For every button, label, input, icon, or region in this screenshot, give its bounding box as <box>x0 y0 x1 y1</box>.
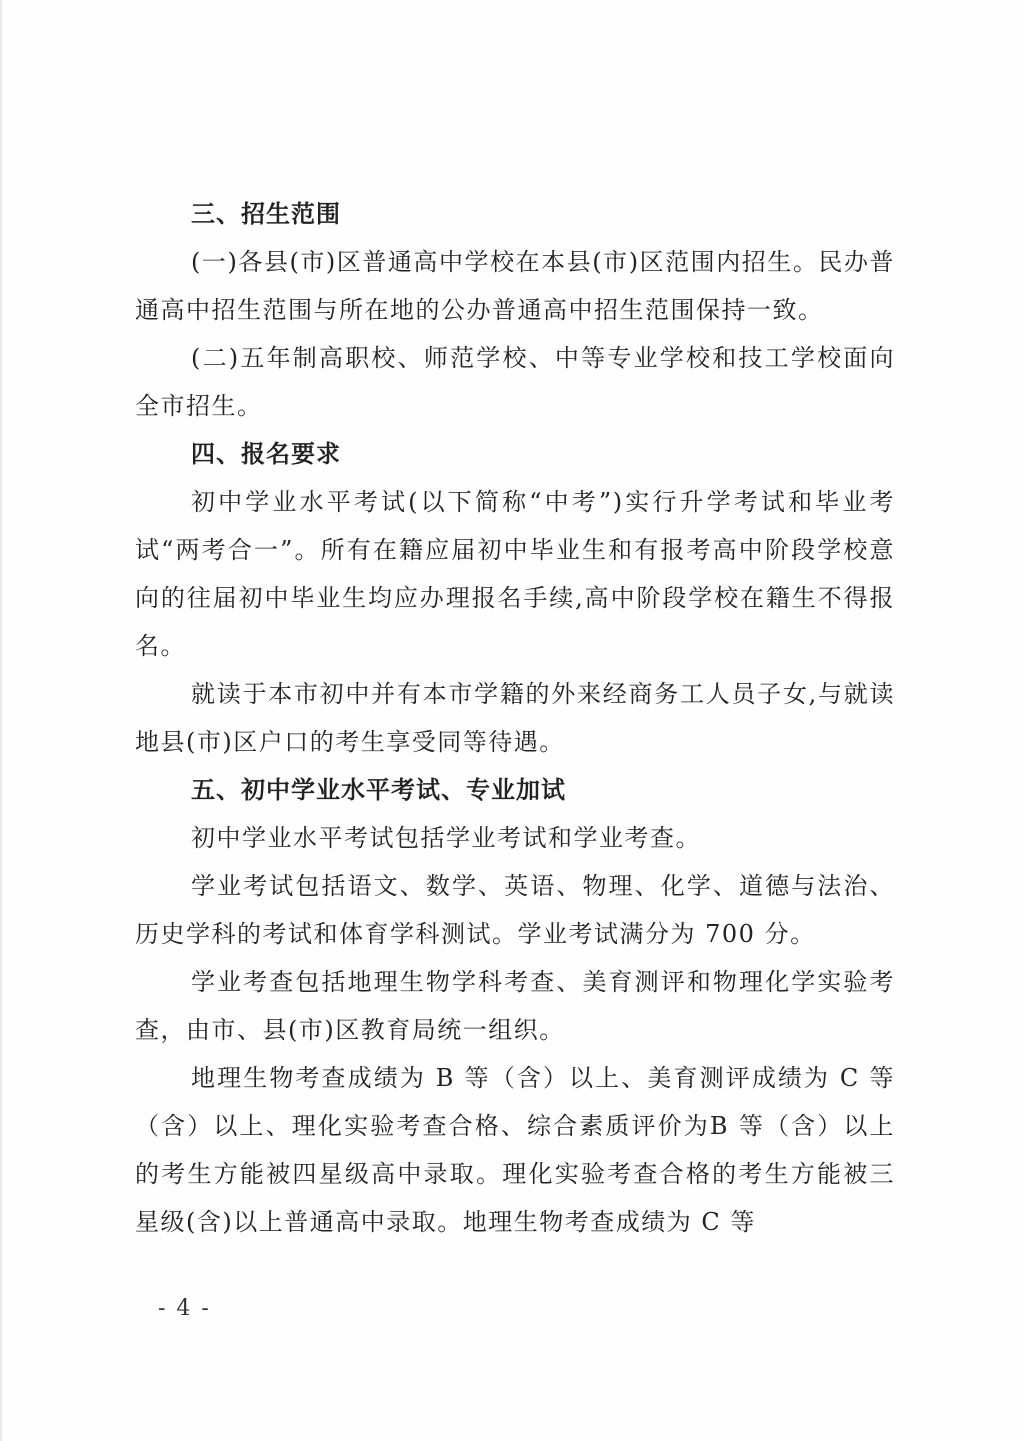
paragraph: 初中学业水平考试(以下简称“中考”)实行升学考试和毕业考试“两考合一”。所有在籍应届初中毕业生和有报考高中阶段学校意向的往届初中毕业生均应办理报名手续,高中阶段学校在籍生不得报名。 <box>135 488 895 660</box>
page-number: - 4 - <box>158 1296 211 1321</box>
paragraph: 学业考查包括地理生物学科考查、美育测评和物理化学实验考查，由市、县(市)区教育局统一组织。 <box>135 968 895 1044</box>
scan-edge <box>0 0 2 1441</box>
paragraph: 初中学业水平考试包括学业考试和学业考查。 <box>191 824 701 852</box>
paragraph: 就读于本市初中并有本市学籍的外来经商务工人员子女,与就读地县(市)区户口的考生享受同等待遇。 <box>135 680 895 756</box>
section-heading-exams: 五、初中学业水平考试、专业加试 <box>191 776 566 804</box>
paragraph: (一)各县(市)区普通高中学校在本县(市)区范围内招生。民办普通高中招生范围与所在地的公办普通高中招生范围保持一致。 <box>135 248 895 324</box>
paragraph: 学业考试包括语文、数学、英语、物理、化学、道德与法治、历史学科的考试和体育学科测试。学业考试满分为 700 分。 <box>135 872 895 948</box>
section-heading-registration: 四、报名要求 <box>191 440 341 468</box>
paragraph: (二)五年制高职校、师范学校、中等专业学校和技工学校面向全市招生。 <box>135 344 895 420</box>
document-body <box>135 190 895 1246</box>
paragraph: 地理生物考查成绩为 B 等（含）以上、美育测评成绩为 C 等（含）以上、理化实验考查合格、综合素质评价为B 等（含）以上的考生方能被四星级高中录取。理化实验考查合格的考生方能被三星级(含)以上普通高中录取。地理生物考查成绩为 C 等 <box>135 1064 895 1236</box>
section-heading-enrollment-scope: 三、招生范围 <box>191 200 341 228</box>
